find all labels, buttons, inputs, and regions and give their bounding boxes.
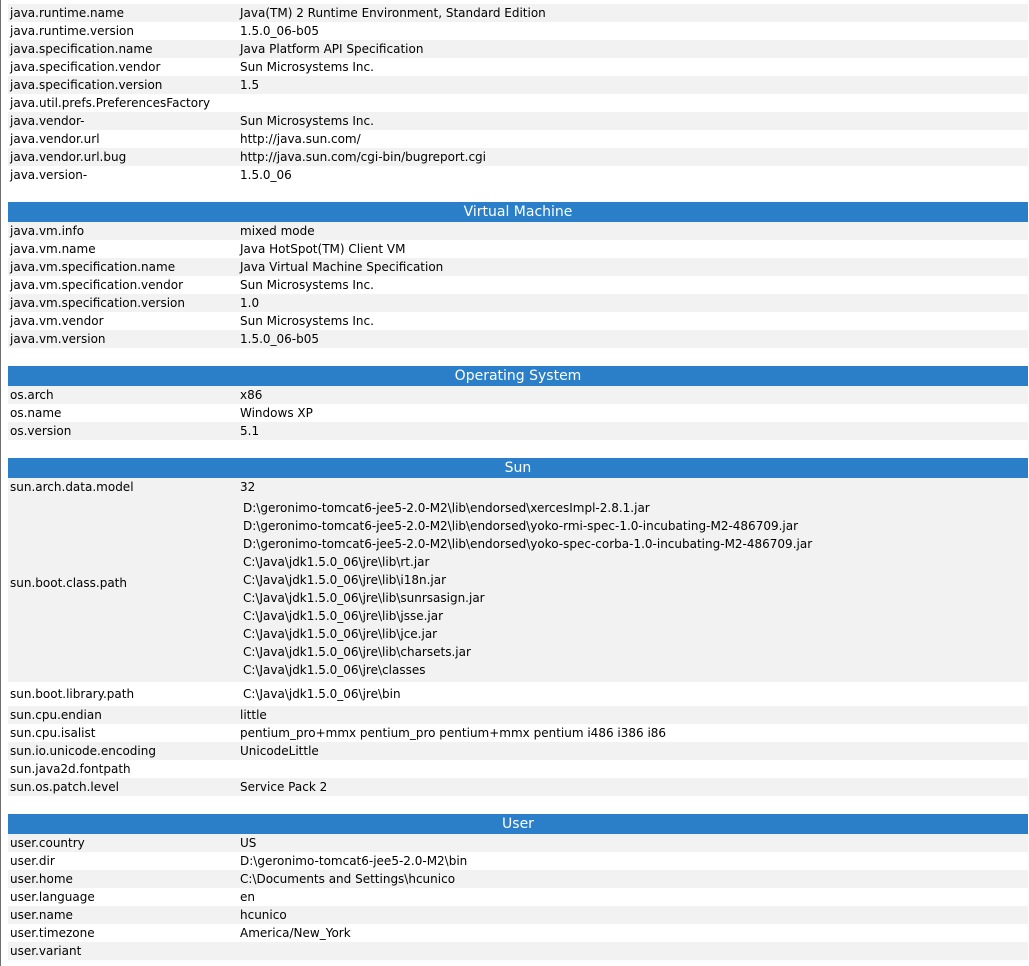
section-header-virtual-machine: Virtual Machine [8, 202, 1028, 222]
property-key: user.country [10, 836, 85, 850]
property-key: java.vm.name [10, 242, 96, 256]
property-row [8, 76, 1028, 94]
property-key: java.vm.info [10, 224, 85, 238]
property-row [8, 924, 1028, 942]
property-value: http://java.sun.com/ [240, 132, 361, 146]
class-path-entry: C:\Java\jdk1.5.0_06\jre\classes [243, 663, 426, 677]
class-path-entry: D:\geronimo-tomcat6-jee5-2.0-M2\lib\endorsed\yoko-spec-corba-1.0-incubating-M2-486709.jar [243, 537, 813, 551]
property-value: pentium_pro+mmx pentium_pro pentium+mmx pentium i486 i386 i86 [240, 726, 667, 740]
property-key: java.vm.specification.version [10, 296, 186, 310]
property-key: user.timezone [10, 926, 95, 940]
property-key: os.version [10, 424, 72, 438]
property-row [8, 58, 1028, 76]
property-value: Sun Microsystems Inc. [240, 314, 374, 328]
property-row [8, 834, 1028, 852]
property-value: Sun Microsystems Inc. [240, 114, 374, 128]
property-key: sun.java2d.fontpath [10, 762, 131, 776]
section-header-operating-system: Operating System [8, 366, 1028, 386]
property-key: java.vm.specification.vendor [10, 278, 184, 292]
property-row [8, 112, 1028, 130]
property-row [8, 240, 1028, 258]
property-row [8, 742, 1028, 760]
property-row [8, 404, 1028, 422]
property-value: 32 [240, 480, 256, 494]
property-row [8, 276, 1028, 294]
property-value: Sun Microsystems Inc. [240, 278, 374, 292]
property-row [8, 888, 1028, 906]
property-row [8, 40, 1028, 58]
property-value: Service Pack 2 [240, 780, 328, 794]
property-value: mixed mode [240, 224, 315, 238]
property-key: sun.io.unicode.encoding [10, 744, 156, 758]
property-key: java.util.prefs.PreferencesFactory [10, 96, 211, 110]
property-row [8, 682, 1028, 706]
section-header-user: User [8, 814, 1028, 834]
property-row [8, 148, 1028, 166]
class-path-entry: D:\geronimo-tomcat6-jee5-2.0-M2\lib\endorsed\xercesImpl-2.8.1.jar [243, 501, 650, 515]
property-row-boot-class-path [8, 496, 1028, 682]
property-key: sun.os.patch.level [10, 780, 119, 794]
property-value: UnicodeLittle [240, 744, 319, 758]
property-row [8, 760, 1028, 778]
property-row [8, 724, 1028, 742]
property-value: Java(TM) 2 Runtime Environment, Standard Edition [240, 6, 546, 20]
property-value: Java HotSpot(TM) Client VM [240, 242, 406, 256]
property-row [8, 4, 1028, 22]
property-row [8, 22, 1028, 40]
property-key: java.vendor.url.bug [10, 150, 127, 164]
property-key: java.specification.vendor [10, 60, 161, 74]
property-row [8, 906, 1028, 924]
property-row [8, 852, 1028, 870]
property-key: java.vendor.url [10, 132, 100, 146]
property-key: user.name [10, 908, 73, 922]
property-value: 1.5.0_06 [240, 168, 292, 182]
property-key: sun.boot.library.path [10, 687, 135, 701]
property-value: little [240, 708, 267, 722]
property-row [8, 942, 1028, 960]
property-value: D:\geronimo-tomcat6-jee5-2.0-M2\bin [240, 854, 468, 868]
property-key: sun.cpu.endian [10, 708, 102, 722]
property-row [8, 706, 1028, 724]
property-row [8, 330, 1028, 348]
property-row [8, 778, 1028, 796]
property-key: java.vendor- [10, 114, 85, 128]
property-value: 1.5.0_06-b05 [240, 332, 320, 346]
property-key: sun.boot.class.path [10, 576, 127, 590]
class-path-entry: C:\Java\jdk1.5.0_06\jre\lib\i18n.jar [243, 573, 447, 587]
property-value: hcunico [240, 908, 287, 922]
property-value: 1.5.0_06-b05 [240, 24, 320, 38]
property-key: java.runtime.name [10, 6, 125, 20]
property-value: C:\Java\jdk1.5.0_06\jre\bin [243, 687, 401, 701]
property-row [8, 312, 1028, 330]
property-row [8, 422, 1028, 440]
property-row [8, 258, 1028, 276]
property-key: user.home [10, 872, 73, 886]
boot-class-path-list [243, 499, 812, 679]
property-value: http://java.sun.com/cgi-bin/bugreport.cgi [240, 150, 486, 164]
property-key: user.language [10, 890, 95, 904]
property-row [8, 94, 1028, 112]
property-row [8, 166, 1028, 184]
property-row [8, 386, 1028, 404]
section-header-sun: Sun [8, 458, 1028, 478]
os-properties-table [8, 366, 1028, 440]
vm-properties-table [8, 202, 1028, 348]
property-key: user.dir [10, 854, 55, 868]
java-properties-table [8, 4, 1028, 184]
property-row [8, 294, 1028, 312]
class-path-entry: D:\geronimo-tomcat6-jee5-2.0-M2\lib\endorsed\yoko-rmi-spec-1.0-incubating-M2-486709.jar [243, 519, 799, 533]
property-value: America/New_York [240, 926, 351, 940]
property-value: C:\Documents and Settings\hcunico [240, 872, 456, 886]
property-value: Java Virtual Machine Specification [240, 260, 444, 274]
property-key: java.vm.specification.name [10, 260, 176, 274]
property-value: 5.1 [240, 424, 260, 438]
property-row [8, 870, 1028, 888]
class-path-entry: C:\Java\jdk1.5.0_06\jre\lib\sunrsasign.jar [243, 591, 485, 605]
property-key: java.vm.version [10, 332, 106, 346]
class-path-entry: C:\Java\jdk1.5.0_06\jre\lib\jce.jar [243, 627, 438, 641]
property-value: en [240, 890, 255, 904]
property-row [8, 130, 1028, 148]
property-key: user.variant [10, 944, 82, 958]
property-value: 1.5 [240, 78, 260, 92]
property-value: 1.0 [240, 296, 260, 310]
property-key: java.specification.name [10, 42, 153, 56]
property-value: US [240, 836, 257, 850]
property-value: x86 [240, 388, 263, 402]
property-key: sun.cpu.isalist [10, 726, 96, 740]
sun-properties-table [8, 458, 1028, 796]
user-properties-table [8, 814, 1028, 960]
class-path-entry: C:\Java\jdk1.5.0_06\jre\lib\rt.jar [243, 555, 430, 569]
property-key: os.arch [10, 388, 54, 402]
property-key: java.version- [10, 168, 88, 182]
property-key: java.runtime.version [10, 24, 134, 38]
property-key: java.specification.version [10, 78, 163, 92]
property-value: Windows XP [240, 406, 313, 420]
property-key: java.vm.vendor [10, 314, 104, 328]
property-value: Java Platform API Specification [240, 42, 424, 56]
property-key: os.name [10, 406, 62, 420]
class-path-entry: C:\Java\jdk1.5.0_06\jre\lib\jsse.jar [243, 609, 444, 623]
property-row [8, 222, 1028, 240]
property-value: Sun Microsystems Inc. [240, 60, 374, 74]
class-path-entry: C:\Java\jdk1.5.0_06\jre\lib\charsets.jar [243, 645, 471, 659]
property-key: sun.arch.data.model [10, 480, 134, 494]
property-row [8, 478, 1028, 496]
